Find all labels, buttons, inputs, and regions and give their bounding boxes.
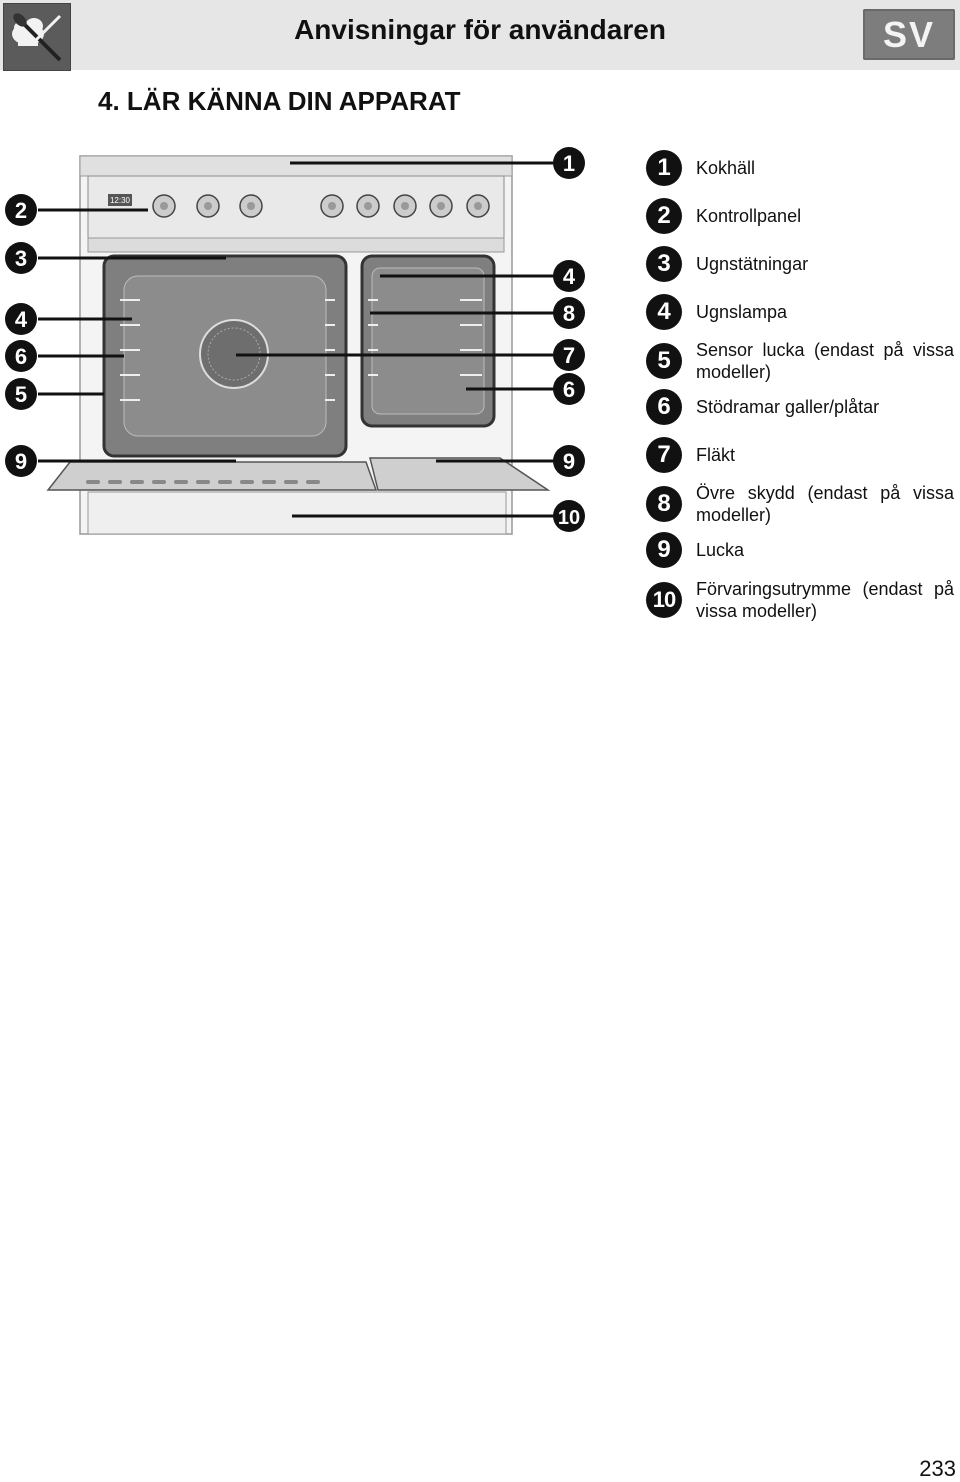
callout-label: 4 xyxy=(562,264,576,289)
legend-item xyxy=(646,437,956,473)
legend-item xyxy=(646,246,956,282)
legend-text: Stödramar galler/plåtar xyxy=(696,397,880,417)
legend-text: Förvaringsutrymme (endast på vissa modeller) xyxy=(696,579,954,621)
callout-label: 8 xyxy=(562,301,576,326)
callout-label: 5 xyxy=(14,382,28,407)
legend-item xyxy=(646,198,956,234)
callout-label: 1 xyxy=(562,151,576,176)
callout-label: 9 xyxy=(562,449,576,474)
section-heading: 4. LÄR KÄNNA DIN APPARAT xyxy=(98,86,461,116)
callout-label: 9 xyxy=(14,449,28,474)
legend-text: Kokhäll xyxy=(696,158,756,178)
legend-text: Sensor lucka (endast på vissa modeller) xyxy=(696,340,954,382)
legend-number: 5 xyxy=(646,343,682,379)
legend-number: 3 xyxy=(646,246,682,282)
callout-label: 7 xyxy=(562,343,576,368)
language-badge: SV xyxy=(863,9,955,60)
legend-number: 9 xyxy=(646,532,682,568)
callout-label: 4 xyxy=(14,307,28,332)
legend-number: 8 xyxy=(646,486,682,522)
legend-number: 6 xyxy=(646,389,682,425)
legend-number: 7 xyxy=(646,437,682,473)
legend-text: Övre skydd (endast på vissa modeller) xyxy=(696,483,954,525)
legend-item xyxy=(646,389,956,425)
callout-label: 6 xyxy=(14,344,28,369)
clock-display: 12:30 xyxy=(109,196,131,205)
appliance-diagram xyxy=(0,140,620,560)
legend-number: 1 xyxy=(646,150,682,186)
legend-text: Lucka xyxy=(696,540,745,560)
legend-item xyxy=(646,482,956,526)
legend-number: 2 xyxy=(646,198,682,234)
legend-item xyxy=(646,150,956,186)
legend-text: Fläkt xyxy=(696,445,736,465)
legend-text: Kontrollpanel xyxy=(696,206,802,226)
callout-label: 2 xyxy=(14,198,28,223)
legend-item xyxy=(646,532,956,568)
page-number: 233 xyxy=(919,1456,956,1481)
legend-text: Ugnstätningar xyxy=(696,254,809,274)
legend-number: 10 xyxy=(646,582,682,618)
callout-label: 6 xyxy=(562,377,576,402)
callout-label: 10 xyxy=(557,507,581,529)
legend-item xyxy=(646,294,956,330)
page-header-title: Anvisningar för användaren xyxy=(294,14,666,45)
legend-text: Ugnslampa xyxy=(696,302,788,322)
legend-item xyxy=(646,339,956,383)
legend-number: 4 xyxy=(646,294,682,330)
header-bar xyxy=(0,0,960,70)
legend-item xyxy=(646,578,956,622)
callout-label: 3 xyxy=(14,246,28,271)
